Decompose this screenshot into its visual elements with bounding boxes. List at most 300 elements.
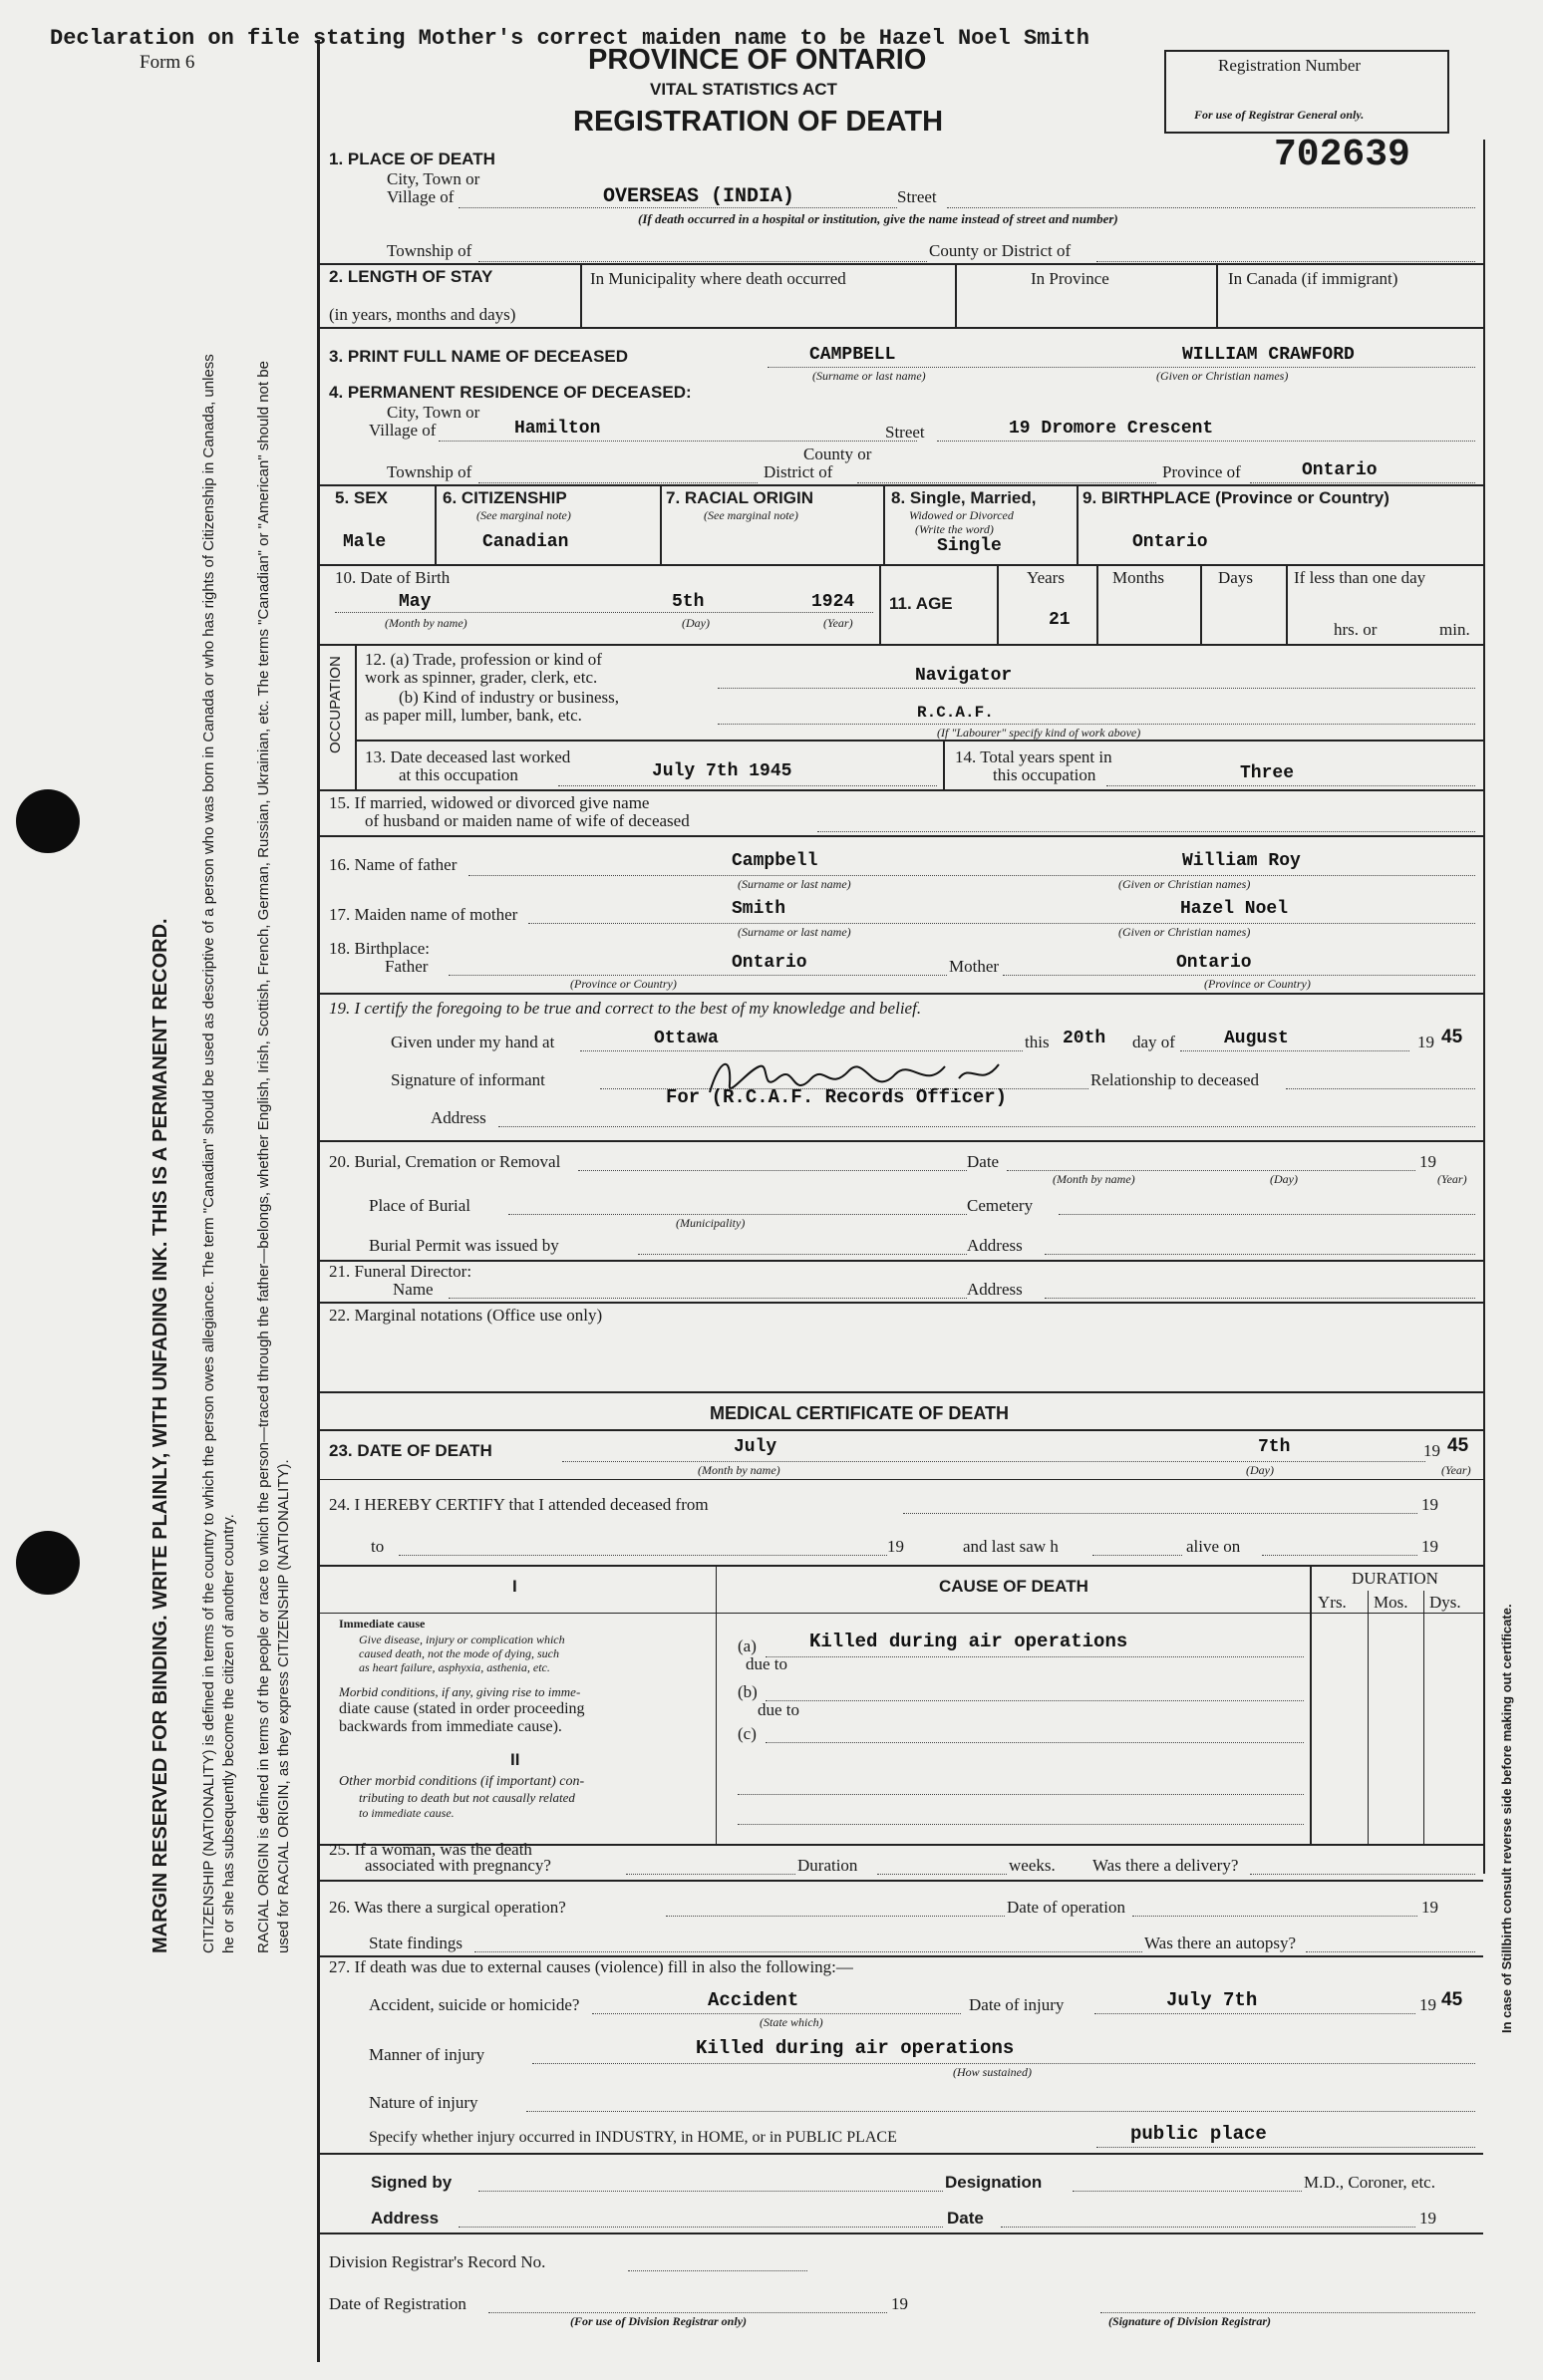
q12a-label-2: work as spinner, grader, clerk, etc. — [365, 668, 598, 687]
place-street-label: Street — [897, 187, 937, 206]
q13-q14-divider — [943, 740, 945, 789]
certification-text: 19. I certify the foregoing to be true and correct to the best of my knowledge and belief. — [329, 999, 922, 1018]
s2-top-border — [317, 263, 1483, 265]
signer-address-label: Address — [371, 2209, 440, 2228]
deceased-given-note: (Given or Christian names) — [1156, 369, 1289, 383]
citizenship-note: (See marginal note) — [476, 508, 571, 522]
registrar-signature-line — [1100, 2312, 1475, 2313]
birthplace-mother-line — [1003, 975, 1475, 976]
place-city-label-1: City, Town or — [387, 169, 480, 188]
md-coroner-label: M.D., Coroner, etc. — [1304, 2173, 1435, 2192]
medical-certificate-title: MEDICAL CERTIFICATE OF DEATH — [710, 1403, 1009, 1423]
mother-surname-note: (Surname or last name) — [738, 925, 851, 939]
q26-label: 26. Was there a surgical operation? — [329, 1898, 566, 1917]
marital-note-2: (Write the word) — [915, 522, 994, 536]
birthplace-value: Ontario — [1132, 532, 1208, 552]
attended-from-line — [903, 1513, 1417, 1514]
q25-line-2 — [877, 1874, 1007, 1875]
birthplace-parents-label: 18. Birthplace: — [329, 939, 431, 958]
place-of-burial-label: Place of Burial — [369, 1196, 470, 1215]
duration-mos: Mos. — [1374, 1593, 1408, 1612]
funeral-director-address-label: Address — [967, 1280, 1023, 1299]
length-of-stay-sub: (in years, months and days) — [329, 305, 516, 324]
place-county-line — [1096, 261, 1475, 262]
full-name-label: 3. PRINT FULL NAME OF DECEASED — [329, 347, 629, 366]
header-note: Declaration on file stating Mother's correct maiden name to be Hazel Noel Smith — [50, 26, 1089, 51]
marital-value: Single — [937, 536, 1002, 556]
burial-permit-line — [638, 1254, 967, 1255]
marginal-notations-label: 22. Marginal notations (Office use only) — [329, 1306, 603, 1325]
mother-line — [528, 923, 1475, 924]
other-conditions-line-1 — [738, 1794, 1304, 1795]
date-of-registration-label: Date of Registration — [329, 2294, 466, 2313]
birthplace-father-label: Father — [385, 957, 429, 976]
dob-line — [335, 612, 873, 613]
cause-b-label: (b) — [738, 1682, 758, 1701]
morbid-conditions-3: backwards from immediate cause). — [339, 1718, 562, 1735]
given-at-label: Given under my hand at — [391, 1033, 555, 1051]
res-county-label-2: District of — [764, 462, 833, 481]
duration-dys: Dys. — [1429, 1593, 1461, 1612]
funeral-director-label: 21. Funeral Director: — [329, 1262, 472, 1281]
sign-bottom — [317, 2232, 1483, 2234]
age-years-label: Years — [1027, 568, 1065, 587]
registration-label: Registration Number — [1218, 56, 1362, 75]
burial-day-note: (Day) — [1270, 1172, 1298, 1186]
date-of-injury-19: 19 — [1419, 1995, 1436, 2014]
age-label: 11. AGE — [889, 594, 953, 613]
funeral-director-name-label: Name — [393, 1280, 434, 1299]
q23-bottom — [317, 1479, 1483, 1480]
registration-number: 702639 — [1274, 134, 1410, 176]
s2-bottom-border — [317, 327, 1483, 329]
birthplace-mother-value: Ontario — [1176, 953, 1252, 973]
res-province-value: Ontario — [1302, 460, 1378, 480]
row5-bottom — [317, 564, 1483, 566]
nature-of-injury-line — [526, 2111, 1475, 2112]
s2-col1 — [580, 263, 582, 327]
accident-note: (State which) — [760, 2015, 823, 2029]
res-city-line — [439, 441, 917, 442]
signer-date-19: 19 — [1419, 2209, 1436, 2228]
signed-by-line — [478, 2191, 943, 2192]
attended-label: 24. I HEREBY CERTIFY that I attended deceased from — [329, 1495, 709, 1514]
row5-c1 — [435, 484, 437, 564]
frame-right — [1483, 140, 1485, 1874]
row10-c2 — [997, 564, 999, 644]
morbid-conditions-label: Morbid conditions, if any, giving rise to imme- — [339, 1684, 581, 1699]
death-year-prefix: 19 — [1423, 1441, 1440, 1460]
burial-date-line — [1007, 1170, 1415, 1171]
birthplace-father-line — [449, 975, 947, 976]
duration-header: DURATION — [1352, 1569, 1438, 1588]
row10-c1 — [879, 564, 881, 644]
informant-address-label: Address — [431, 1108, 486, 1127]
dob-month: May — [399, 592, 432, 612]
q27-label: 27. If death was due to external causes (violence) fill in also the following:— — [329, 1957, 853, 1976]
res-city-value: Hamilton — [514, 419, 601, 439]
q26-19: 19 — [1421, 1898, 1438, 1917]
specify-place-line — [1096, 2147, 1475, 2148]
immediate-cause-label: Immediate cause — [339, 1617, 426, 1631]
birthplace-label: 9. BIRTHPLACE (Province or Country) — [1082, 488, 1389, 507]
res-province-label: Province of — [1162, 462, 1241, 481]
registration-19: 19 — [891, 2294, 908, 2313]
manner-of-injury-line — [532, 2063, 1475, 2064]
place-city-label-2: Village of — [387, 187, 455, 206]
father-surname-note: (Surname or last name) — [738, 877, 851, 891]
death-year: 45 — [1447, 1435, 1469, 1456]
q15-line — [817, 831, 1475, 832]
dob-label: 10. Date of Birth — [335, 568, 451, 587]
immediate-cause-note-2: caused death, not the mode of dying, such — [359, 1646, 559, 1660]
father-surname: Campbell — [732, 851, 818, 871]
form-title: REGISTRATION OF DEATH — [573, 106, 944, 138]
signer-date-label: Date — [947, 2209, 984, 2228]
q14-value: Three — [1240, 763, 1295, 783]
residence-label: 4. PERMANENT RESIDENCE OF DECEASED: — [329, 383, 692, 402]
sex-value: Male — [343, 532, 387, 552]
informant-signature-label: Signature of informant — [391, 1070, 545, 1089]
cause-of-death-header: CAUSE OF DEATH — [939, 1577, 1088, 1596]
res-street-label: Street — [885, 423, 925, 442]
age-hrs-label: hrs. or — [1334, 620, 1378, 639]
specify-place-label: Specify whether injury occurred in INDUSTRY, in HOME, or in PUBLIC PLACE — [369, 2129, 897, 2146]
punch-hole-bottom — [16, 1531, 80, 1595]
place-township-label: Township of — [387, 241, 472, 260]
burial-permit-address-line — [1045, 1254, 1475, 1255]
father-label: 16. Name of father — [329, 855, 458, 874]
date-of-injury-label: Date of injury — [969, 1995, 1065, 2014]
q26-autopsy-line — [1306, 1951, 1475, 1952]
q22-bottom — [317, 1391, 1483, 1393]
q15-label-2: of husband or maiden name of wife of deceased — [365, 811, 690, 830]
stay-municipality-label: In Municipality where death occurred — [590, 269, 846, 288]
mother-surname: Smith — [732, 899, 786, 919]
res-street-line — [937, 441, 1475, 442]
q25-line-1 — [626, 1874, 795, 1875]
alive-on-label: alive on — [1186, 1537, 1241, 1556]
date-of-death-label: 23. DATE OF DEATH — [329, 1441, 492, 1460]
deceased-given-names: WILLIAM CRAWFORD — [1182, 345, 1355, 365]
mother-given-note: (Given or Christian names) — [1118, 925, 1251, 939]
q14-label-2: this occupation — [993, 765, 1096, 784]
form-number: Form 6 — [140, 52, 195, 73]
row5-top — [317, 484, 1483, 486]
given-year-value: 45 — [1441, 1027, 1463, 1047]
alive-on-19: 19 — [1421, 1537, 1438, 1556]
cemetery-line — [1059, 1214, 1475, 1215]
burial-label: 20. Burial, Cremation or Removal — [329, 1152, 561, 1171]
margin-note-citizenship: CITIZENSHIP (NATIONALITY) is defined in terms of the country to which the person owes allegiance. The term "Canadian" should be used as descriptive of a person who was born in Canada or who has rights of Citizenship in Canada, unless he or she has subsequently become the citizen of another country. — [200, 354, 237, 1953]
place-township-line — [478, 261, 927, 262]
age-months-label: Months — [1112, 568, 1164, 587]
accident-value: Accident — [708, 1989, 799, 2011]
designation-label: Designation — [945, 2173, 1043, 2192]
relationship-line — [1286, 1088, 1475, 1089]
date-of-injury-year: 45 — [1441, 1989, 1463, 2010]
res-province-line — [1250, 482, 1475, 483]
occupation-bottom — [317, 789, 1483, 791]
burial-month-note: (Month by name) — [1053, 1172, 1135, 1186]
punch-hole-top — [16, 789, 80, 853]
res-township-line — [478, 482, 758, 483]
birthplace-mother-label: Mother — [949, 957, 1000, 976]
father-line — [468, 875, 1475, 876]
given-dayof-label: day of — [1132, 1033, 1175, 1051]
s2-col2 — [955, 263, 957, 327]
birthplace-father-value: Ontario — [732, 953, 807, 973]
cause-col-ii: II — [510, 1750, 520, 1769]
burial-year-note: (Year) — [1437, 1172, 1467, 1186]
date-of-death-line — [562, 1461, 1425, 1462]
medical-title-bottom — [317, 1429, 1483, 1431]
q26-line-2 — [1132, 1916, 1417, 1917]
other-conditions-2: tributing to death but not causally related — [359, 1790, 575, 1805]
q13-label-2: at this occupation — [399, 765, 518, 784]
q25-bottom — [317, 1880, 1483, 1882]
q26-line-1 — [666, 1916, 1005, 1917]
burial-line — [578, 1170, 967, 1171]
row5-c4 — [1077, 484, 1079, 564]
signer-date-line — [1001, 2227, 1415, 2228]
frame-left — [317, 40, 320, 2362]
given-month-line — [1180, 1050, 1409, 1051]
cause-a-label: (a) — [738, 1636, 757, 1655]
dob-year-note: (Year) — [823, 616, 853, 630]
sex-label: 5. SEX — [335, 488, 388, 507]
res-city-label-1: City, Town or — [387, 403, 480, 422]
birthplace-mother-note: (Province or Country) — [1204, 977, 1311, 991]
margin-note-binding: MARGIN RESERVED FOR BINDING. WRITE PLAINLY, WITH UNFADING INK. THIS IS A PERMANENT RECORD. — [150, 918, 171, 1953]
last-saw-line — [1092, 1555, 1182, 1556]
cause-left-col — [716, 1565, 717, 1844]
relationship-label: Relationship to deceased — [1090, 1070, 1260, 1089]
q12b-line — [718, 724, 1475, 725]
cause-mos-col — [1368, 1591, 1369, 1844]
length-of-stay-label: 2. LENGTH OF STAY — [329, 267, 493, 286]
occupation-side-label: OCCUPATION — [327, 656, 344, 753]
burial-permit-label: Burial Permit was issued by — [369, 1236, 559, 1255]
place-county-label: County or District of — [929, 241, 1072, 260]
s2-col3 — [1216, 263, 1218, 327]
cemetery-label: Cemetery — [967, 1196, 1034, 1215]
cause-col-i: I — [512, 1577, 517, 1596]
q26-findings-line — [474, 1951, 1142, 1952]
row5-c2 — [660, 484, 662, 564]
res-county-line — [857, 482, 1156, 483]
q13-label-1: 13. Date deceased last worked — [365, 747, 571, 766]
death-month-note: (Month by name) — [698, 1463, 780, 1477]
hospital-note: (If death occurred in a hospital or institution, give the name instead of street and number) — [638, 211, 1118, 226]
given-day-value: 20th — [1063, 1029, 1106, 1048]
occupation-sidebar-line — [355, 644, 357, 789]
attended-to-line — [399, 1555, 887, 1556]
cause-duration-col — [1310, 1565, 1312, 1844]
q12b-note: (If "Labourer" specify kind of work above) — [937, 726, 1141, 740]
occupation-mid-line — [355, 740, 1483, 742]
manner-of-injury-value: Killed during air operations — [696, 2037, 1015, 2059]
row10-c5 — [1286, 564, 1288, 644]
q12b-label-1: (b) Kind of industry or business, — [399, 688, 619, 707]
act-title: VITAL STATISTICS ACT — [650, 80, 837, 99]
mother-given: Hazel Noel — [1180, 899, 1289, 919]
res-street-value: 19 Dromore Crescent — [1009, 419, 1214, 439]
q25-weeks-label: weeks. — [1009, 1856, 1056, 1875]
nature-of-injury-label: Nature of injury — [369, 2093, 478, 2112]
cause-dys-col — [1423, 1591, 1424, 1844]
funeral-director-address-line — [1045, 1298, 1475, 1299]
racial-origin-label: 7. RACIAL ORIGIN — [666, 488, 813, 507]
registrar-signature-note: (Signature of Division Registrar) — [1108, 2314, 1272, 2328]
age-years-value: 21 — [1049, 610, 1071, 630]
death-day: 7th — [1258, 1437, 1291, 1457]
q26-findings-label: State findings — [369, 1934, 463, 1952]
father-given: William Roy — [1182, 851, 1301, 871]
q14-line — [1106, 785, 1475, 786]
given-month-value: August — [1224, 1029, 1289, 1048]
marital-note-1: Widowed or Divorced — [909, 508, 1014, 522]
place-of-burial-line — [508, 1214, 967, 1215]
place-city-value: OVERSEAS (INDIA) — [603, 185, 795, 208]
dob-day-note: (Day) — [682, 616, 710, 630]
manner-of-injury-label: Manner of injury — [369, 2045, 485, 2064]
burial-date-19: 19 — [1419, 1152, 1436, 1171]
dob-day: 5th — [672, 592, 705, 612]
deceased-surname-note: (Surname or last name) — [812, 369, 926, 383]
place-of-death-label: 1. PLACE OF DEATH — [329, 149, 495, 168]
cause-a-due: due to — [746, 1654, 788, 1673]
q20-bottom — [317, 1260, 1483, 1262]
margin-note-racial-origin: RACIAL ORIGIN is defined in terms of the people or race to which the person—traced through the father—belongs, whether English, Irish, Scottish, French, German, Russian, Ukrainian, etc. The terms "Canadian" or "American" should not be used for RACIAL ORIGIN, as they express CITIZENSHIP (NATIONALITY). — [255, 361, 292, 1953]
cause-b-due: due to — [758, 1700, 800, 1719]
row10-c3 — [1096, 564, 1098, 644]
registrar-only-note: (For use of Division Registrar only) — [570, 2314, 748, 2328]
q26-date-label: Date of operation — [1007, 1898, 1125, 1917]
q25-label-2: associated with pregnancy? — [365, 1856, 551, 1875]
birthplace-father-note: (Province or Country) — [570, 977, 677, 991]
res-county-label-1: County or — [803, 445, 872, 463]
father-given-note: (Given or Christian names) — [1118, 877, 1251, 891]
other-conditions-1: Other morbid conditions (if important) con- — [339, 1774, 585, 1789]
place-street-line — [947, 207, 1475, 208]
cause-c-label: (c) — [738, 1724, 757, 1743]
res-city-label-2: Village of — [369, 421, 437, 440]
q25-line-3 — [1250, 1874, 1475, 1875]
res-township-label: Township of — [387, 462, 472, 481]
row10-c4 — [1200, 564, 1202, 644]
funeral-director-name-line — [449, 1298, 967, 1299]
age-days-label: Days — [1218, 568, 1253, 587]
registration-note: For use of Registrar General only. — [1194, 108, 1365, 122]
mother-label: 17. Maiden name of mother — [329, 905, 518, 924]
alive-on-line — [1262, 1555, 1417, 1556]
given-this-label: this — [1025, 1033, 1050, 1051]
specify-place-value: public place — [1130, 2123, 1267, 2145]
q14-label-1: 14. Total years spent in — [955, 747, 1112, 766]
stay-canada-label: In Canada (if immigrant) — [1228, 269, 1398, 288]
q25-delivery-label: Was there a delivery? — [1092, 1856, 1239, 1875]
other-conditions-3: to immediate cause. — [359, 1806, 455, 1820]
q25-duration-label: Duration — [797, 1856, 858, 1875]
q21-bottom — [317, 1302, 1483, 1304]
burial-municipality-note: (Municipality) — [676, 1216, 746, 1230]
signed-by-label: Signed by — [371, 2173, 453, 2192]
given-year-prefix: 19 — [1417, 1033, 1434, 1051]
q15-label-1: 15. If married, widowed or divorced give name — [329, 793, 650, 812]
immediate-cause-note-1: Give disease, injury or complication which — [359, 1633, 565, 1646]
q12a-value: Navigator — [915, 666, 1013, 686]
date-of-injury-line — [1094, 2013, 1415, 2014]
given-at-value: Ottawa — [654, 1029, 719, 1048]
last-saw-label: and last saw h — [963, 1537, 1059, 1556]
q15-bottom — [317, 835, 1483, 837]
cause-b-line — [766, 1700, 1304, 1701]
attended-from-19: 19 — [1421, 1495, 1438, 1514]
accident-line — [592, 2013, 961, 2014]
cause-header-bottom — [317, 1613, 1483, 1614]
duration-yrs: Yrs. — [1318, 1593, 1347, 1612]
informant-address-line — [498, 1126, 1475, 1127]
cause-c-line — [766, 1742, 1304, 1743]
citizenship-label: 6. CITIZENSHIP — [443, 488, 567, 507]
q25-label-1: 25. If a woman, was the death — [329, 1840, 532, 1859]
cause-table-top — [317, 1565, 1483, 1567]
q12a-label-1: 12. (a) Trade, profession or kind of — [365, 650, 602, 669]
dob-year: 1924 — [811, 592, 855, 612]
burial-date-label: Date — [967, 1152, 1000, 1171]
deceased-surname: CAMPBELL — [809, 345, 896, 365]
other-conditions-line-2 — [738, 1824, 1304, 1825]
q13-value: July 7th 1945 — [652, 761, 792, 781]
immediate-cause-note-3: as heart failure, asphyxia, asthenia, etc. — [359, 1660, 550, 1674]
q12b-value: R.C.A.F. — [917, 704, 994, 722]
age-less-than-day-label: If less than one day — [1294, 568, 1426, 587]
age-min-label: min. — [1439, 620, 1470, 639]
registration-box — [1164, 50, 1449, 134]
record-number-line — [628, 2270, 807, 2271]
burial-permit-address-label: Address — [967, 1236, 1023, 1255]
accident-label: Accident, suicide or homicide? — [369, 1995, 580, 2014]
marital-label: 8. Single, Married, — [891, 488, 1037, 507]
death-month: July — [734, 1437, 777, 1457]
cause-a-line — [766, 1656, 1304, 1657]
death-day-note: (Day) — [1246, 1463, 1274, 1477]
q12a-line — [718, 688, 1475, 689]
q27-bottom — [317, 2153, 1483, 2155]
designation-line — [1073, 2191, 1302, 2192]
death-year-note: (Year) — [1441, 1463, 1471, 1477]
morbid-conditions-2: diate cause (stated in order proceeding — [339, 1700, 585, 1717]
stay-province-label: In Province — [1031, 269, 1109, 288]
informant-signature-for: For (R.C.A.F. Records Officer) — [666, 1086, 1008, 1108]
margin-note-stillbirth: In case of Stillbirth consult reverse side before making out certificate. — [1499, 1604, 1514, 2033]
attended-to-label: to — [371, 1537, 385, 1556]
manner-of-injury-note: (How sustained) — [953, 2065, 1032, 2079]
signer-address-line — [459, 2227, 943, 2228]
record-number-label: Division Registrar's Record No. — [329, 2252, 546, 2271]
province-title: PROVINCE OF ONTARIO — [588, 44, 927, 76]
cause-a-value: Killed during air operations — [809, 1631, 1128, 1652]
row10-bottom — [317, 644, 1483, 646]
q18-bottom — [317, 993, 1483, 995]
citizenship-value: Canadian — [482, 532, 569, 552]
attended-to-19: 19 — [887, 1537, 904, 1556]
full-name-line — [768, 367, 1475, 368]
dob-month-note: (Month by name) — [385, 616, 467, 630]
q12b-label-2: as paper mill, lumber, bank, etc. — [365, 706, 582, 725]
q19-bottom — [317, 1140, 1483, 1142]
